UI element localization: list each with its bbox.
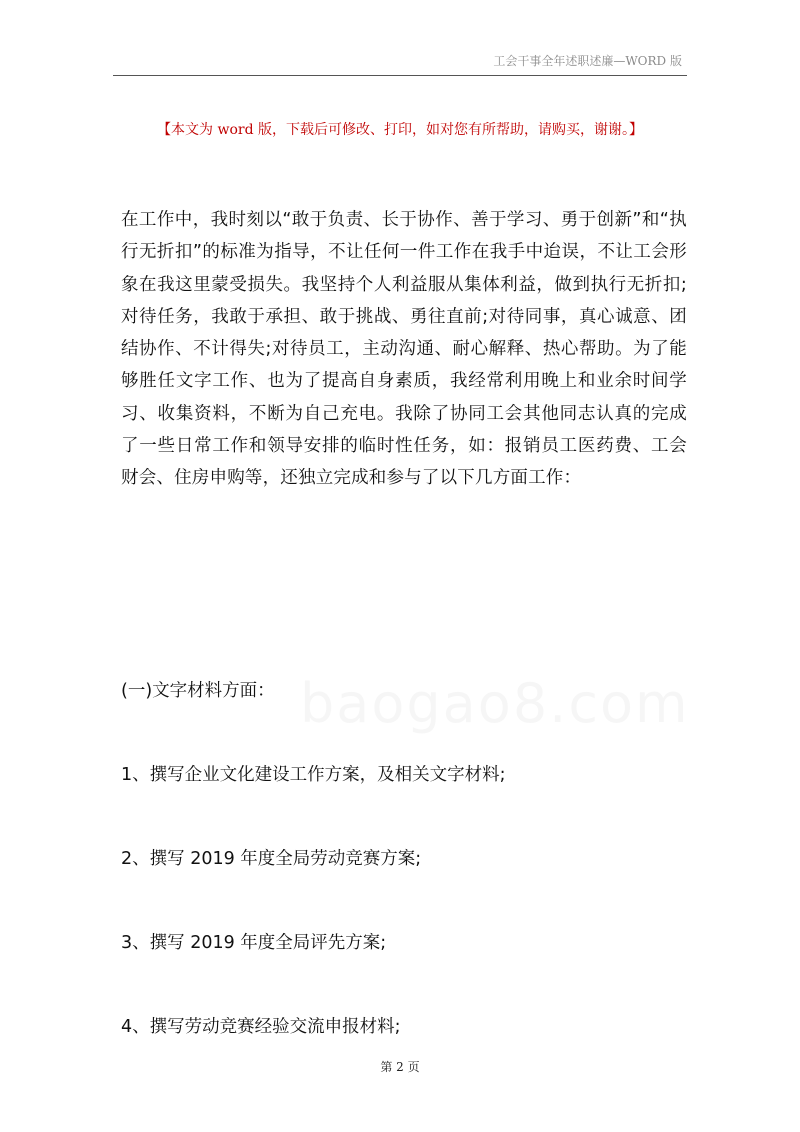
list-item: 2、撰写 2019 年度全局劳动竞赛方案;	[121, 849, 422, 869]
site-watermark	[300, 672, 690, 735]
section-heading: (一)文字材料方面：	[121, 681, 275, 701]
list-item: 4、撰写劳动竞赛经验交流申报材料;	[121, 1017, 401, 1037]
list-item: 1、撰写企业文化建设工作方案，及相关文字材料;	[121, 765, 506, 785]
word-version-notice: 【本文为 word 版，下载后可修改、打印，如对您有所帮助，请购买，谢谢。】	[157, 122, 643, 138]
list-item: 3、撰写 2019 年度全局评先方案;	[121, 933, 387, 953]
header-divider	[113, 75, 687, 76]
document-header-title: 工会干事全年述职述廉—WORD 版	[493, 54, 682, 68]
body-paragraph: 在工作中，我时刻以“敢于负责、长于协作、善于学习、勇于创新”和“执行无折扣”的标准为指导，不让任何一件工作在我手中迨误，不让工会形象在我这里蒙受损失。我坚持个人利益服从集体利益，做到执行无折扣;对待任务，我敢于承担、敢于挑战、勇往直前;对待同事，真心诚意、团结协作、不计得失;对待员工，主动沟通、耐心解释、热心帮助。为了能够胜任文字工作、也为了提高自身素质，我经常利用晚上和业余时间学习、收集资料，不断为自己充电。我除了协同工会其他同志认真的完成了一些日常工作和领导安排的临时性任务，如：报销员工医药费、工会财会、住房申购等，还独立完成和参与了以下几方面工作：	[121, 210, 687, 489]
page-number: 第 2 页	[380, 1060, 420, 1074]
